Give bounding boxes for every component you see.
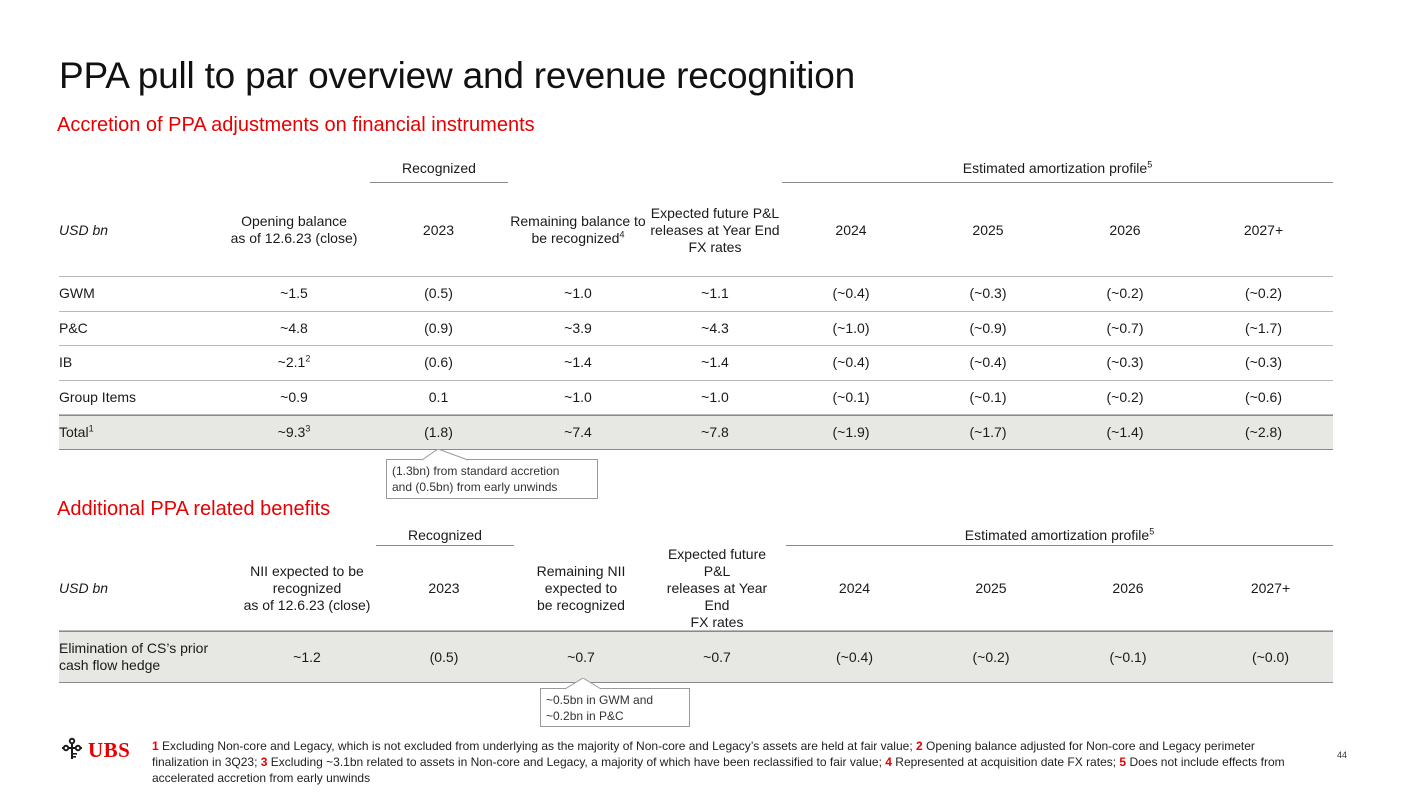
cell-opening: $\sim 9.3^3$ [277, 423, 311, 441]
cell-y2025: (~0.1) [969, 389, 1007, 406]
ubs-keys-icon [59, 735, 85, 766]
header-2025: 2025 [975, 579, 1007, 596]
cell-opening: ~4.8 [280, 319, 308, 336]
row-label: P&C [59, 319, 88, 336]
cell-y2027: (~1.7) [1245, 319, 1282, 336]
cell-y2027: (~2.8) [1245, 424, 1282, 441]
row-label: Elimination of CS’s prior cash flow hedge [59, 640, 209, 673]
header-2024: 2024 [835, 221, 867, 238]
row-label: GWM [59, 285, 95, 302]
footnotes: 1 Excluding Non-core and Legacy, which is not excluded from underlying as the majority of Non-core and Legacy’s assets are held at fair value; 2 Opening balance adjusted for Non-core and Legacy perimeter finalization in 3Q23; 3 Excluding ~3.1bn related to assets in Non-core and Legacy, a majority of which have been reclassified to fair value; 4 Represented at acquisition date FX rates; 5 Does not include effects from accelerated accretion from early unwinds [152, 739, 1285, 785]
page-number: 44 [1337, 750, 1348, 760]
cell-expected: ~0.7 [703, 648, 731, 665]
cell-y2025: (~0.4) [969, 354, 1007, 371]
header-2025: 2025 [972, 221, 1004, 238]
cell-expected: ~1.0 [701, 389, 729, 406]
row-label: Group Items [59, 389, 137, 406]
header-2023: 2023 [428, 579, 460, 596]
cell-y2025: (~0.3) [969, 285, 1007, 302]
table-row [59, 415, 1333, 450]
cell-y2026: (~0.3) [1106, 354, 1144, 371]
section1-group-estimated: Estimated amortization profile$^5$ [782, 157, 1333, 183]
header-unit: USD bn [59, 221, 109, 238]
cell-y2024: (~1.0) [832, 319, 870, 336]
callout-remaining-nii-breakdown: ~0.5bn in GWM and ~0.2bn in P&C [540, 688, 690, 727]
header-remaining-nii: Remaining NII expected to be recognized [536, 562, 626, 613]
header-opening-balance: Opening balance as of 12.6.23 (close) [230, 213, 358, 246]
cell-y2025: (~0.9) [969, 319, 1007, 336]
cell-y2024: (~1.9) [832, 424, 870, 441]
table-row [59, 312, 1333, 347]
header-2026: 2026 [1112, 579, 1144, 596]
cell-y2024: (~0.1) [832, 389, 870, 406]
section2-group-estimated: Estimated amortization profile$^5$ [786, 524, 1333, 546]
header-2027: 2027+ [1243, 221, 1284, 238]
cell-opening: $\sim 2.1^2$ [277, 353, 311, 371]
cell-y2023: (0.6) [424, 354, 453, 371]
header-unit: USD bn [59, 579, 109, 596]
cell-y2023: (0.5) [424, 285, 453, 302]
table-header-row [59, 184, 1333, 277]
cell-y2024: (~0.4) [832, 354, 870, 371]
cell-opening: ~0.9 [280, 389, 308, 406]
cell-y2026: (~0.7) [1106, 319, 1144, 336]
section2-subtitle: Additional PPA related benefits [57, 498, 331, 520]
cell-y2024: (~0.4) [832, 285, 870, 302]
cell-y2023: (0.9) [424, 319, 453, 336]
cell-2024: (~0.4) [836, 648, 873, 665]
cell-y2027: (~0.6) [1245, 389, 1282, 406]
cell-remaining: ~1.0 [564, 389, 592, 406]
cell-remaining: ~3.9 [564, 319, 592, 336]
table-row [59, 346, 1333, 381]
cell-y2027: (~0.2) [1245, 285, 1282, 302]
section1-subtitle: Accretion of PPA adjustments on financial instruments [57, 114, 535, 136]
section1-group-recognized: Recognized [370, 157, 508, 183]
header-2027: 2027+ [1250, 579, 1291, 596]
header-2024: 2024 [838, 579, 871, 596]
cell-y2026: (~0.2) [1106, 389, 1144, 406]
cell-remaining: ~1.4 [564, 354, 592, 371]
header-expected-releases: Expected future P&L releases at Year End FX rates [650, 204, 780, 255]
cell-remaining: ~7.4 [564, 424, 592, 441]
cell-2025: (~0.2) [972, 648, 1010, 665]
cell-expected: ~7.8 [701, 424, 729, 441]
cell-2026: (~0.1) [1109, 648, 1147, 665]
table-row [59, 381, 1333, 416]
cell-y2023: 0.1 [428, 389, 449, 406]
cell-2023: (0.5) [429, 648, 459, 665]
cell-remaining: ~1.0 [564, 285, 592, 302]
cell-y2027: (~0.3) [1245, 354, 1282, 371]
table-header-row [59, 546, 1333, 631]
header-remaining-balance: Remaining balance to be recognized$^4$ [510, 213, 646, 246]
table-row [59, 277, 1333, 312]
cell-y2026: (~0.2) [1106, 285, 1144, 302]
row-label: Total$^1$ [59, 423, 94, 441]
cell-expected: ~1.4 [701, 354, 729, 371]
cell-opening: ~1.5 [280, 285, 308, 302]
header-nii-expected: NII expected to be recognized as of 12.6.23 (close) [243, 562, 371, 613]
callout-pointer [555, 678, 625, 690]
section2-group-recognized: Recognized [376, 524, 514, 546]
cell-y2026: (~1.4) [1106, 424, 1144, 441]
row-label: IB [59, 354, 73, 371]
cell-remaining: ~0.7 [567, 648, 595, 665]
header-2023: 2023 [422, 221, 455, 238]
ubs-wordmark: UBS [88, 738, 131, 762]
cell-2027: (~0.0) [1252, 648, 1289, 665]
header-2026: 2026 [1109, 221, 1141, 238]
cell-expected: ~1.1 [701, 285, 729, 302]
cell-y2025: (~1.7) [969, 424, 1007, 441]
ubs-logo [59, 735, 130, 766]
header-expected-releases: Expected future P&L releases at Year End FX rates [666, 545, 768, 630]
cell-nii: ~1.2 [293, 648, 321, 665]
callout-pointer [410, 449, 480, 461]
cell-y2023: (1.8) [424, 424, 453, 441]
cell-expected: ~4.3 [701, 319, 729, 336]
page-title: PPA pull to par overview and revenue recognition [59, 55, 855, 96]
callout-2023-breakdown: (1.3bn) from standard accretion and (0.5bn) from early unwinds [386, 459, 598, 499]
table-row [59, 631, 1333, 683]
